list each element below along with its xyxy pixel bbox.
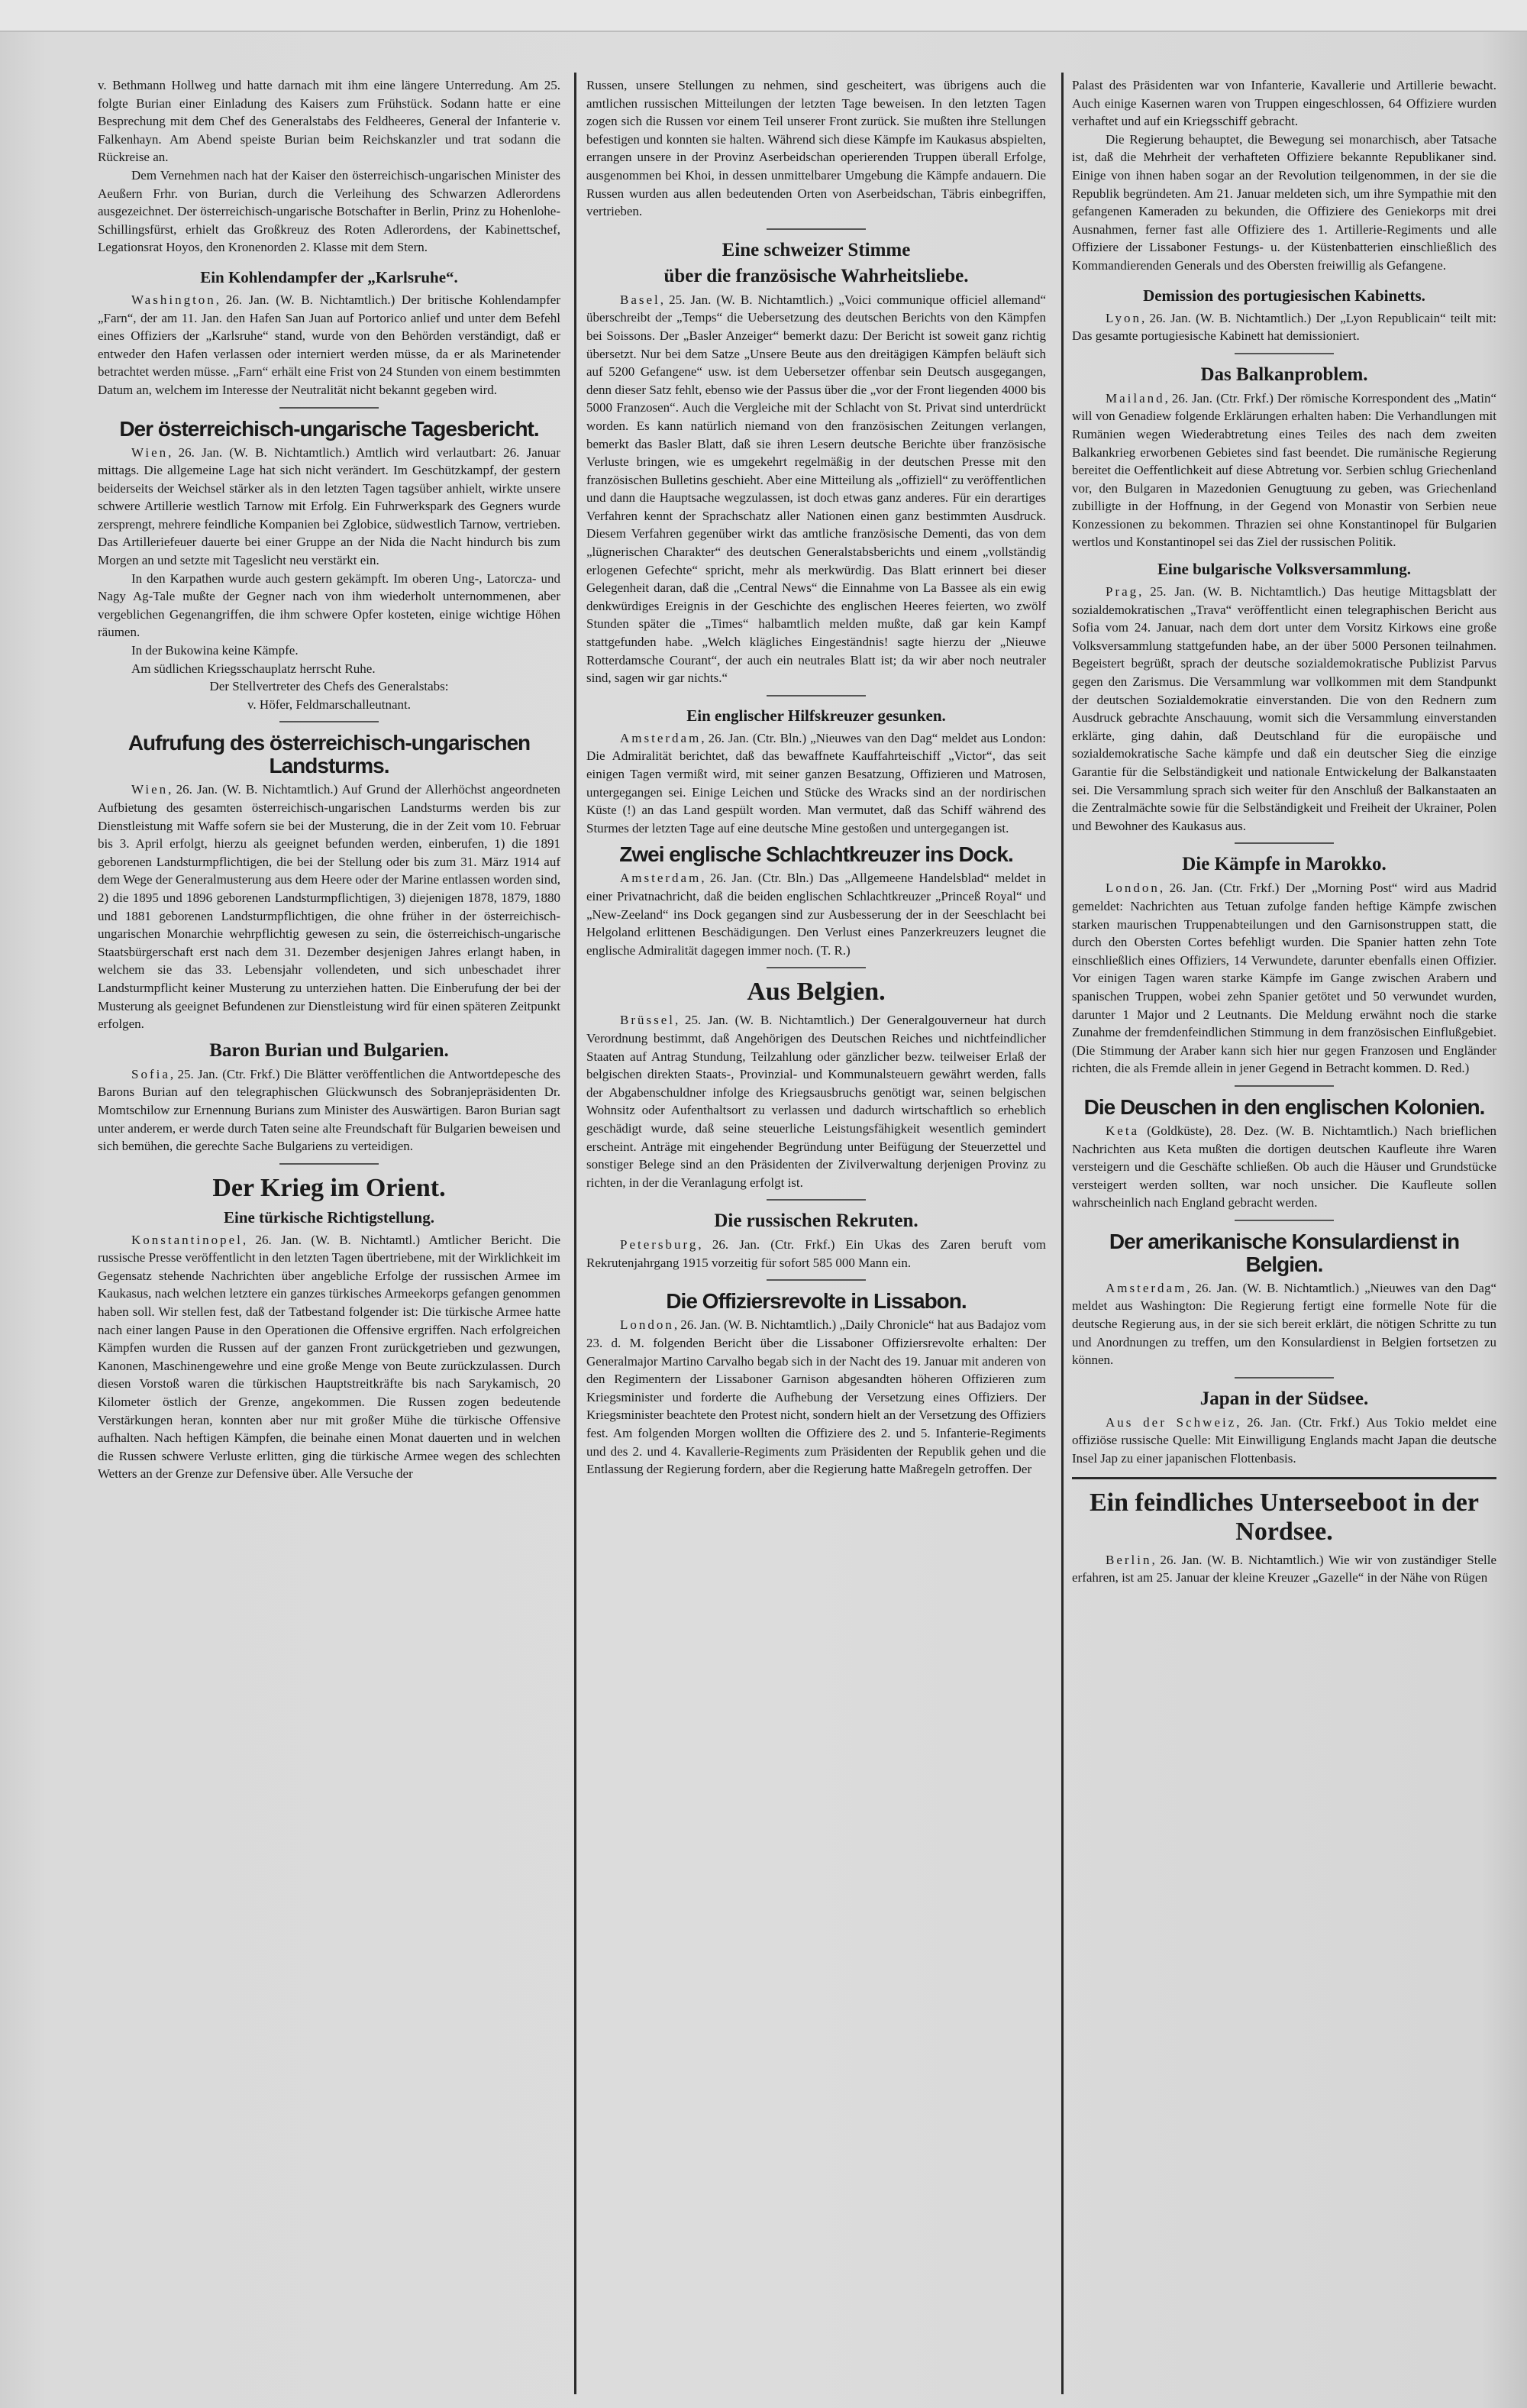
separator	[1235, 842, 1334, 844]
headline-schweizer-line1: Eine schweizer Stimme	[722, 239, 911, 260]
dateline: Konstantinopel	[131, 1232, 243, 1247]
article-text: , 26. Jan. (Ctr. Frkf.) Der römische Korrespondent des „Matin“ will von Genadiew folgende Erklärungen erhalten haben: Die Verhandlungen mit Rumänien wegen Wiederabtretung eines Teiles des nach dem zweiten Balkankrieg erworbenen Gebietes sind fast beendet. Die rumänische Regierung bereitet die Oeffentlichkeit auf diese Abtretung vor. Serbien schlug Griechenland vor, den Bulgaren in Mazedonien Genugtuung zu geben, was Griechenland zubilligte in der Hoffnung, in der Gegend von Monastir von Serbien neue Konzessionen zu bekommen. Thrazien sei ohne Konstantinopel für Bulgarien wertlos und Konstantinopel sei das Ziel der russischen Politik.	[1072, 390, 1496, 550]
headline-schlachtkreuzer: Zwei englische Schlachtkreuzer ins Dock.	[619, 842, 1013, 867]
separator	[279, 407, 379, 409]
article-kolonien	[1072, 1122, 1496, 1212]
headline-orient: Der Krieg im Orient.	[212, 1173, 446, 1202]
headline-burian: Baron Burian und Bulgarien.	[209, 1039, 449, 1061]
article-burian	[98, 1065, 560, 1156]
article-text: , 26. Jan. (W. B. Nichtamtlich.) Wie wir von zuständiger Stelle erfahren, ist am 25. Januar der kleine Kreuzer „Gazelle“ in der Nähe von Rügen	[1072, 1552, 1496, 1585]
article-karlsruhe	[98, 291, 560, 399]
article-schlachtkreuzer	[586, 869, 1046, 959]
separator	[767, 967, 866, 968]
article-continuation: Russen, unsere Stellungen zu nehmen, sind gescheitert, was übrigens auch die amtlichen russischen Mitteilungen der letzten Tage beweisen. In den letzten Tagen zogen sich die Russen vor einem Teil unserer Front zurück. Sie mußten ihre Stellungen befestigen und konnten sie halten. Während sich diese Kämpfe im Kaukasus abspielten, errangen unsere in der Provinz Aserbeidschan operierenden Truppen überall Erfolge, ausgenommen bei Khoi, in dessen unmittelbarer Umgebung die Kämpfe andauern. Die Russen wurden aus allen bedeutenden Orten von Aserbeidschan, Täbris einbegriffen, vertrieben.	[586, 78, 1046, 219]
article-tagesbericht	[98, 444, 560, 570]
headline-unterseeboot: Ein feindliches Unterseeboot in der Nordsee.	[1090, 1488, 1479, 1546]
article-unterseeboot	[1072, 1551, 1496, 1587]
dateline: Washington	[131, 292, 216, 307]
article-text: (Goldküste), 28. Dez. (W. B. Nichtamtlich.) Nach brieflichen Nachrichten aus Keta mußten die dortigen deutschen Kaufleute ihre Waren versteigern und die Geschäfte schließen. Ob auch die Häuser und Grundstücke versteigert werden sollten, war noch unsicher. Die Kaufleute sollen wahrscheinlich nach England gebracht werden.	[1072, 1123, 1496, 1210]
dateline: Sofia	[131, 1066, 170, 1081]
headline-volksversammlung: Eine bulgarische Volksversammlung.	[1157, 560, 1411, 579]
article-continuation: Palast des Präsidenten war von Infanterie, Kavallerie und Artillerie bewacht. Auch einige Kasernen waren von Truppen eingeschlossen, 64 Offiziere wurden verhaftet und auf ein Kriegsschiff gebracht.	[1072, 78, 1496, 129]
headline-demission: Demission des portugiesischen Kabinetts.	[1143, 286, 1425, 305]
article-text: , 25. Jan. (W. B. Nichtamtlich.) Das heutige Mittagsblatt der sozialdemokratischen „Trava“ veröffentlicht einen telegraphischen Bericht aus Sofia vom 24. Januar, nach dem dort unter dem Vorsitz Kirkows eine große Volksversammlung stattgefunden habe, an der über 5000 Personen teilnahmen. Begeistert begrüßt, sprach der deutsche sozialdemokratische Publizist Parvus gegen den Zarismus. Die Versammlung war vollkommen mit dem Standpunkt der deutschen Sozialdemokratie einverstanden. Die von den Rednern zum Ausdruck gebrachte Anschauung, womit sich die Versammlung einverstanden erklärte, ging dahin, daß Deutschland für die europäische und sozialdemokratische Sache kämpfe und daß ein deutscher Sieg die einzige Garantie für die Selbständigkeit und nationale Entwickelung der Balkanstaaten sei. Die Versammlung sprach sich weiter für den Anschluß der Balkanstaaten an die Zentralmächte sowie für die Selbständigkeit und Freiheit der Ukrainer, Polen und Bewohner des Kaukasus aus.	[1072, 584, 1496, 833]
headline-konsulardienst: Der amerikanische Konsulardienst in Belgien.	[1109, 1229, 1460, 1276]
article-text: , 26. Jan. (W. B. Nichtamtlich.) Auf Grund der Allerhöchst angeordneten Aufbietung des gesamten österreichisch-ungarischen Landsturms werden bis zur Dienstleistung mit Waffe sofern sie bei der Musterung, die in der Zeit vom 10. Februar bis 3. April erfolgt, hierzu als geeignet befunden werden, einberufen, 1) die 1891 geborenen Landsturmpflichtigen, die bei der Stellung oder bis zum 31. März 1914 auf dem Wege der Generalmusterung aus dem Heere oder der Marine entlassen worden sind, 2) die 1895 und 1896 geborenen Landsturmpflichtigen, 3) diejenigen 1878, 1879, 1880 und 1881 geborenen Landsturmpflichtigen, die ohne früher in der österreichisch-ungarischen Monarchie wehrpflichtig gewesen zu sein, die österreichisch-ungarische Staatsbürgerschaft erst nach dem 31. Dezember desjenigen Jahres erlangt haben, in welchem sie das 33. Lebensjahr vollendeten, und sich unbeschadet ihrer Landsturmpflicht keiner Musterung zu unterziehen hatten. Die Einberufung der bei der Musterung als geeignet Befundenen zur Dienstleistung wird für einen späteren Zeitpunkt erfolgen.	[98, 782, 560, 1032]
article-text: , 26. Jan. (Ctr. Frkf.) Aus Tokio meldet eine offiziöse russische Quelle: Mit Einwilligung Englands macht Japan die deutsche Insel Jap zu einer japanischen Flottenbasis.	[1072, 1414, 1496, 1466]
headline-landsturm: Aufrufung des österreichisch-ungarischen Landsturms.	[128, 731, 531, 778]
signature-line: Der Stellvertreter des Chefs des Generalstabs:	[209, 679, 449, 694]
headline-balkan: Das Balkanproblem.	[1200, 364, 1368, 385]
headline-marokko: Die Kämpfe in Marokko.	[1182, 854, 1387, 875]
separator	[767, 695, 866, 697]
signature-name: v. Höfer, Feldmarschalleutnant.	[247, 697, 411, 712]
column-3	[1072, 76, 1496, 1587]
article-belgien	[586, 1011, 1046, 1191]
separator	[767, 1279, 866, 1281]
dateline: Aus der Schweiz	[1106, 1414, 1237, 1430]
article-demission	[1072, 309, 1496, 345]
article-lissabon	[586, 1316, 1046, 1478]
separator	[767, 1199, 866, 1201]
separator	[279, 1163, 379, 1165]
article-text: , 26. Jan. (Ctr. Frkf.) Der „Morning Post“ wird aus Madrid gemeldet: Nachrichten aus Tetuan zufolge fanden heftige Kämpfe zwischen starken maurischen Truppenabteilungen und den Garnisonstruppen statt, die durch den Obersten Cortes befehligt wurden. Die Spanier hatten zehn Tote einschließlich eines Offiziers, 14 Verwundete, darunter ebenfalls einen Offizier. Vor einigen Tagen waren starke Kämpfe im Gange zwischen Arabern und spanischen Truppen, wobei zehn Spanier getötet und 50 verwundet wurden, darunter 1 Major und 2 Leutnants. Die Meldung erwähnt noch die starke Zunahme der fremdenfeindlichen Stimmung in dem französischen Einflußgebiet. (Die Stimmung der Araber kann sich hier nur gegen Franzosen und Engländer richten, die als Fremde allein in jener Gegend in Betracht kommen. D. Red.)	[1072, 881, 1496, 1076]
separator	[1235, 353, 1334, 354]
article-paragraph: Die Regierung behauptet, die Bewegung sei monarchisch, aber Tatsache ist, daß die Mehrheit der verhafteten Offiziere bekannte Republikaner sind. Einige von ihnen haben sogar an der Revolution teilgenommen, in der sie die Republik begründeten. Am 21. Januar meldeten sich, um ihre Sympathie mit den gefangenen Kameraden zu bekunden, die Offiziere des Geniekorps mit drei Ausnahmen, ferner fast alle Offiziere des 1. Artillerie-Regiments und alle Offiziere der Lissaboner Festungs- u. der Küstenbatterien einschließlich des Kommandierenden Generals und des Obersten freiwillig als Gefangene.	[1072, 131, 1496, 273]
article-text: , 26. Jan. (W. B. Nichtamtlich.) Amtlich wird verlautbart: 26. Januar mittags. Die allgemeine Lage hat sich nicht verändert. Im Geschützkampf, der gestern beiderseits der Weichsel stärker als in den letzten Tagen tagsüber anhielt, wirkte unsere schwere Artillerie westlich Tarnow mit Erfolg. Ein Fuhrwerkspark des Gegners wurde zersprengt, mehrere feindliche Kompanien bei Zglobice, südwestlich Tarnow, vertrieben. Das Artilleriefeuer dauerte bei einer Gruppe an der Nida die Nacht hindurch bis zum Morgen an und setzte mit Tageslicht neu verstärkt ein.	[98, 444, 560, 568]
subheadline-orient: Eine türkische Richtigstellung.	[224, 1207, 434, 1227]
headline-schweizer-line2: über die französische Wahrheitsliebe.	[663, 265, 969, 286]
dateline: Amsterdam	[620, 730, 702, 745]
article-paragraph: Am südlichen Kriegsschauplatz herrscht Ruhe.	[131, 661, 376, 676]
headline-japan: Japan in der Südsee.	[1199, 1388, 1369, 1409]
article-text: , 26. Jan. (W. B. Nichtamtlich.) Der „Lyon Republicain“ teilt mit: Das gesamte portugiesische Kabinett hat demissioniert.	[1072, 310, 1496, 344]
article-continuation: v. Bethmann Hollweg und hatte darnach mit ihm eine längere Unterredung. Am 25. folgte Burian einer Einladung des Kaisers zum Frühstück. Sodann hatte er eine Besprechung mit dem Chef des Generalstabs des Feldheeres, General der Infanterie v. Falkenhayn. Am Abend speiste Burian beim Reichskanzler und trat sodann die Rückreise an.	[98, 78, 560, 165]
section-rule	[1072, 1477, 1496, 1479]
dateline: Prag	[1106, 584, 1139, 600]
separator	[1235, 1085, 1334, 1087]
article-text: , 26. Jan. (W. B. Nichtamtlich.) „Daily Chronicle“ hat aus Badajoz vom 23. d. M. folgenden Bericht über die Lissaboner Offiziersrevolte erhalten: Der Generalmajor Martino Carvalho begab sich in der Nacht des 19. Januar mit anderen von den Regimentern der Lissaboner Garnison abgesandten höheren Offizieren zum Kriegsminister und forderte die Aufhebung der Versetzung eines Offiziers. Der Kriegsminister beachtete den Protest nicht, sondern hielt an der Versetzung des Offiziers fest. Am folgenden Morgen wollten die Offiziere des 2. und 5. Infanterie-Regiments und des 2. und 4. Kavallerie-Regiments zum Präsidenten der Republik gehen und die Entlassung der Regierung fordern, aber die Regierung hatte Maßregeln getroffen. Der	[586, 1317, 1046, 1477]
dateline: Brüssel	[620, 1013, 675, 1028]
column-1	[98, 76, 560, 1483]
article-text: , 25. Jan. (W. B. Nichtamtlich.) „Voici communique officiel allemand“ überschreibt der „Temps“ die Uebersetzung des deutschen Berichts von den Kämpfen bei Soissons. Der „Basler Anzeiger“ bemerkt dazu: Der Bericht ist soweit ganz richtig übersetzt. Nur bei dem Satze „Unsere Beute aus den dreitägigen Kämpfen beläuft sich auf 5200 Gefangene“ usw. ist dem Uebersetzer offenbar sein Deutsch ausgegangen, denn dieser Satz fehlt, ebenso wie der Passus über die „vor der Front liegenden 4000 bis 5000 Franzosen“. Auch die Vergleiche mit der Schlacht von St. Privat sind unterdrückt worden. Es kann natürlich niemand von den französischen Zeitungen verlangen, bemerkt das Basler Blatt, daß sie ihren Lesern deutsche Berichte über französische Verluste bringen, wie es umgekehrt regelmäßig in der deutschen Presse mit den französischen Bulletins geschieht. Aber eine Mitteilung als „offiziell“ zu veröffentlichen und dann die Hauptsache wegzulassen, ist doch etwas ganz anderes. Für ein derartiges Verfahren kennt der Sprachschatz aller Nationen einen ganz bestimmten Ausdruck. Diesem Verfahren gegenüber wirkt das amtliche französische Dementi, das von dem „lügnerischen Charakter“ des deutschen Generalstabsberichts und einem „vollständig erlogenen Gefechte“ spricht, mehr als merkwürdig. Das Blatt erinnert bei dieser Gelegenheit daran, daß die „Central News“ die Einnahme von La Bassee als ein ewig denkwürdiges Ereignis in der Geschichte des englischen Heeres feierten, wo zwölf Stunden später die „Times“ halbamtlich melden mußte, daß gar kein Kampf stattgefunden habe. „Welch klägliches Eingeständnis! sagte hierzu der „Nieuwe Rotterdamsche Courant“, der auch ein neutrales Blatt ist; da wir aber noch neutraler sind, sagen wir gar nichts.“	[586, 292, 1046, 686]
article-rekruten	[586, 1236, 1046, 1272]
article-japan	[1072, 1414, 1496, 1468]
dateline: Wien	[131, 782, 169, 797]
article-marokko	[1072, 879, 1496, 1078]
article-orient	[98, 1231, 560, 1483]
dateline: Amsterdam	[1106, 1280, 1187, 1295]
dateline: Petersburg	[620, 1237, 699, 1252]
headline-belgien: Aus Belgien.	[747, 978, 886, 1007]
article-schweizer	[586, 291, 1046, 687]
dateline: London	[1106, 881, 1160, 896]
article-text: , 26. Jan. (W. B. Nichtamtl.) Amtlicher Bericht. Die russische Presse veröffentlicht in den letzten Tagen übertriebene, mit der Wirklichkeit im Gegensatz stehende Nachrichten über angebliche Erfolge der russischen Armee im Kaukasus, nach welchen letztere ein ganzes türkisches Armeekorps gefangen genommen haben soll. Wir stellen fest, daß der Tatbestand folgender ist: Die türkische Armee hatte nach einer langen Pause in den Operationen die Offensive ergriffen. Nach erfolgreichen Kämpfen wurden die Russen auf der ganzen Front zurückgetrieben und gezwungen, Kanonen, Maschinengewehre und eine große Menge von Beute zurückzulassen. Durch diesen Vorstoß waren die türkischen Hauptstreitkräfte bis nach Sarykamisch, 20 Kilometer östlich der Grenze, angekommen. Die Russen zogen bedeutende Verstärkungen heran, konnten aber nur mit großer Mühe die türkische Offensive aufhalten. Nach heftigen Kämpfen, die beinahe einen Monat dauerten und in welchen die Russen schwere Verluste erlitten, ging die türkische Armee wegen des schlechten Wetters an der Grenze zur Defensive über. Alle Versuche der	[98, 1232, 560, 1482]
article-text: , 26. Jan. (Ctr. Frkf.) Ein Ukas des Zaren beruft vom Rekrutenjahrgang 1915 vorzeitig für sofort 585 000 Mann ein.	[586, 1237, 1046, 1270]
dateline: Basel	[620, 292, 660, 307]
article-text: , 26. Jan. (W. B. Nichtamtlich.) Der britische Kohlendampfer „Farn“, der am 11. Jan. den Hafen San Juan auf Portorico anlief und unter dem Befehl eines Offiziers der „Karlsruhe“ stand, wurde von den Behörden verständigt, daß er entweder den Hafen verlassen oder interniert werden müsse, da er als Marinetender betrachtet werden müsse. „Farn“ erhält eine Frist von 24 Stunden von einem bestimmten Datum an, welchem im Interesse der Neutralität nicht bekannt gegeben wird.	[98, 292, 560, 397]
separator	[279, 721, 379, 722]
dateline: London	[620, 1317, 674, 1333]
headline-tagesbericht: Der österreichisch-ungarische Tagesbericht.	[119, 416, 539, 441]
article-balkan	[1072, 389, 1496, 551]
headline-kolonien: Die Deuschen in den englischen Kolonien.	[1083, 1094, 1485, 1119]
dateline: Amsterdam	[620, 871, 702, 886]
dateline: Wien	[131, 444, 169, 460]
headline-karlsruhe: Ein Kohlendampfer der „Karlsruhe“.	[200, 267, 458, 286]
article-paragraph: In den Karpathen wurde auch gestern gekämpft. Im oberen Ung-, Latorcza- und Nagy Ag-Tale mußte der Gegner nach von ihm wiederholt unternommenen, aber vergeblichen Gegenangriffen, die ihm schwere Opfer kosteten, einige wichtige Höhen räumen.	[98, 570, 560, 640]
article-text: , 26. Jan. (Ctr. Bln.) „Nieuwes van den Dag“ meldet aus London: Die Admiralität berichtet, daß das bewaffnete Kauffahrteischiff „Victor“, das seit einigen Tagen vermißt wird, mit seiner ganzen Besatzung, Offizieren und Matrosen, untergegangen sei. Einige Leichen und Stücke des Wracks sind an der nordirischen Küste (!) an das Land gespült worden. Man vermutet, daß das Schiff während des Sturmes der letzten Tage auf eine deutsche Mine gestoßen und untergegangen ist.	[586, 730, 1046, 836]
article-text: , 26. Jan. (Ctr. Bln.) Das „Allgemeene Handelsblad“ meldet in einer Privatnachricht, daß die beiden englischen Schlachtkreuzer „Princeß Royal“ und „New-Zeeland“ ins Dock gegangen sind zur Ausbesserung der in der Seeschlacht bei Helgoland erlittenen Beschädigungen. Den Verlust eines Panzerkreuzers leugnet die englische Admiralität dagegen immer noch. (T. R.)	[586, 871, 1046, 958]
article-paragraph: In der Bukowina keine Kämpfe.	[131, 643, 299, 658]
article-volksversammlung	[1072, 583, 1496, 835]
dateline: Mailand	[1106, 390, 1165, 406]
article-text: , 25. Jan. (W. B. Nichtamtlich.) Der Generalgouverneur hat durch Verordnung bestimmt, daß Angehörigen des Deutschen Reiches und nichtfeindlicher Staaten auf Antrag Stundung, Teilzahlung oder gänzlicher bezw. teilweiser Erlaß der belgischen direkten Staats-, Provinzial- und Kommunalsteuern gewährt werden, falls der Abgabenschuldner infolge des Kriegsausbruchs genötigt war, seinen belgischen Wohnsitz oder Aufenthaltsort zu verlassen und dadurch wirtschaftlich so erheblich geschädigt wurde, daß seine steuerliche Leistungsfähigkeit wesentlich gemindert erscheint. Anträge mit eingehender Begründung unter Beifügung der Steuerzettel und sonstiger Belege sind an den Präsidenten der Zivilverwaltung derjenigen Provinz zu richten, in der die Veranlagung erfolgt ist.	[586, 1013, 1046, 1190]
column-2	[586, 76, 1046, 1479]
dateline: Keta	[1106, 1123, 1140, 1138]
separator	[1235, 1377, 1334, 1379]
headline-lissabon: Die Offiziersrevolte in Lissabon.	[666, 1289, 967, 1314]
article-konsulardienst	[1072, 1279, 1496, 1369]
dateline: Berlin	[1106, 1552, 1152, 1567]
article-landsturm	[98, 781, 560, 1033]
article-text: , 25. Jan. (Ctr. Frkf.) Die Blätter veröffentlichen die Antwortdepesche des Barons Burian auf den telegraphischen Glückwunsch des Sobranjepräsidenten Dr. Momtschilow zur Ernennung Burians zum Minister des Auswärtigen. Baron Burian sagt unter anderem, er werde durch Taten seine alte Freundschaft für Bulgarien beweisen und sich bemühen, die gerechte Sache Bulgariens zu verteidigen.	[98, 1066, 560, 1154]
separator	[1235, 1220, 1334, 1221]
headline-rekruten: Die russischen Rekruten.	[714, 1210, 918, 1232]
article-text: , 26. Jan. (W. B. Nichtamtlich.) „Nieuwes van den Dag“ meldet aus Washington: Die Regierung fertigt eine formelle Note für die deutsche Regierung aus, in der sie sich bereit erklärt, die nötigen Schritte zu tun und Anordnungen zu treffen, um den Konsulardienst in Belgien fortsetzen zu können.	[1072, 1280, 1496, 1368]
article-hilfskreuzer	[586, 729, 1046, 838]
dateline: Lyon	[1106, 310, 1141, 325]
separator	[767, 228, 866, 230]
article-paragraph: Dem Vernehmen nach hat der Kaiser den österreichisch-ungarischen Minister des Aeußern Frhr. von Burian, durch die Verleihung des Schwarzen Adlerordens ausgezeichnet. Der österreichisch-ungarische Botschafter in Berlin, Prinz zu Hohenlohe-Schillingsfürst, erhielt das Großkreuz des Roten Adlerordens, der Kabinettschef, Legationsrat Hoyos, den Kronenorden 2. Klasse mit dem Stern.	[98, 167, 560, 255]
headline-hilfskreuzer: Ein englischer Hilfskreuzer gesunken.	[686, 706, 946, 725]
